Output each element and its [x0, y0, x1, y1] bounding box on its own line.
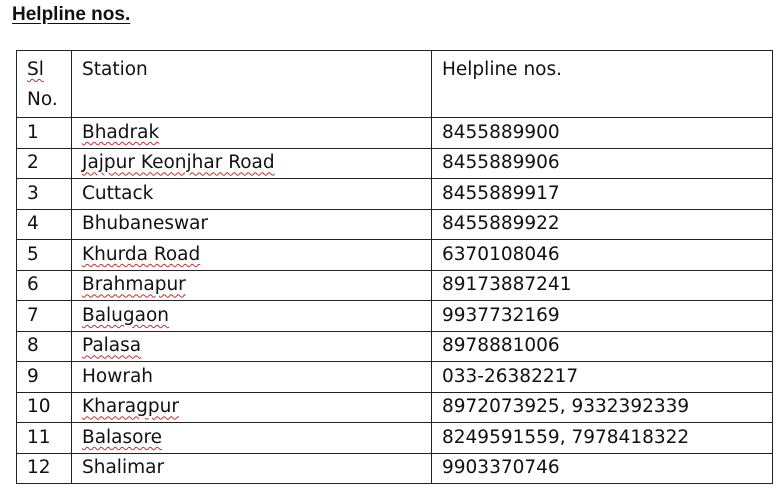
station-name: Balasore	[82, 426, 163, 448]
document-title: Helpline nos.	[12, 4, 131, 25]
cell-sl: 2	[17, 148, 72, 179]
cell-station	[72, 240, 432, 271]
cell-sl: 6	[17, 270, 72, 301]
table-row	[17, 209, 773, 240]
cell-helpline: 6370108046	[432, 240, 773, 271]
cell-helpline: 033-26382217	[432, 362, 773, 393]
station-name: Khurda Road	[82, 243, 201, 265]
station-name: Bhadrak	[82, 121, 160, 143]
station-name: Balugaon	[82, 304, 170, 326]
cell-sl: 1	[17, 118, 72, 149]
cell-station	[72, 453, 432, 484]
cell-helpline: 89173887241	[432, 270, 773, 301]
cell-helpline: 8978881006	[432, 331, 773, 362]
table-header-row	[17, 51, 773, 118]
station-name: Shalimar	[82, 457, 165, 479]
station-name: Bhubaneswar	[82, 213, 209, 235]
table-row	[17, 148, 773, 179]
station-name: Jajpur Keonjhar Road	[82, 152, 275, 174]
table-row	[17, 362, 773, 393]
station-name: Howrah	[82, 365, 154, 387]
cell-sl: 10	[17, 392, 72, 423]
cell-station	[72, 301, 432, 332]
station-name: Palasa	[82, 335, 142, 357]
cell-station	[72, 362, 432, 393]
cell-sl: 7	[17, 301, 72, 332]
header-station: Station	[72, 51, 432, 118]
table-row	[17, 240, 773, 271]
cell-helpline: 9903370746	[432, 453, 773, 484]
helpline-table	[16, 50, 773, 484]
header-no-label: No.	[27, 89, 58, 110]
table-row	[17, 453, 773, 484]
cell-helpline: 8455889917	[432, 179, 773, 210]
table-row	[17, 301, 773, 332]
header-helpline: Helpline nos.	[432, 51, 773, 118]
header-sl-no	[17, 51, 72, 118]
cell-helpline: 8249591559, 7978418322	[432, 423, 773, 454]
cell-helpline: 8455889922	[432, 209, 773, 240]
cell-sl: 5	[17, 240, 72, 271]
cell-sl: 8	[17, 331, 72, 362]
table-row	[17, 270, 773, 301]
cell-station	[72, 423, 432, 454]
cell-station	[72, 209, 432, 240]
cell-helpline: 8455889906	[432, 148, 773, 179]
cell-sl: 9	[17, 362, 72, 393]
cell-station	[72, 179, 432, 210]
table-row	[17, 179, 773, 210]
table-row	[17, 423, 773, 454]
station-name: Cuttack	[82, 182, 154, 204]
table-row	[17, 118, 773, 149]
station-name: Brahmapur	[82, 274, 186, 296]
cell-sl: 4	[17, 209, 72, 240]
table-row	[17, 331, 773, 362]
cell-helpline: 8455889900	[432, 118, 773, 149]
cell-sl: 12	[17, 453, 72, 484]
cell-station	[72, 118, 432, 149]
cell-station	[72, 331, 432, 362]
station-name: Kharagpur	[82, 396, 179, 418]
cell-station	[72, 148, 432, 179]
cell-helpline: 9937732169	[432, 301, 773, 332]
cell-station	[72, 392, 432, 423]
cell-sl: 11	[17, 423, 72, 454]
header-sl-label: Sl	[27, 59, 44, 80]
cell-station	[72, 270, 432, 301]
cell-sl: 3	[17, 179, 72, 210]
cell-helpline: 8972073925, 9332392339	[432, 392, 773, 423]
table-row	[17, 392, 773, 423]
